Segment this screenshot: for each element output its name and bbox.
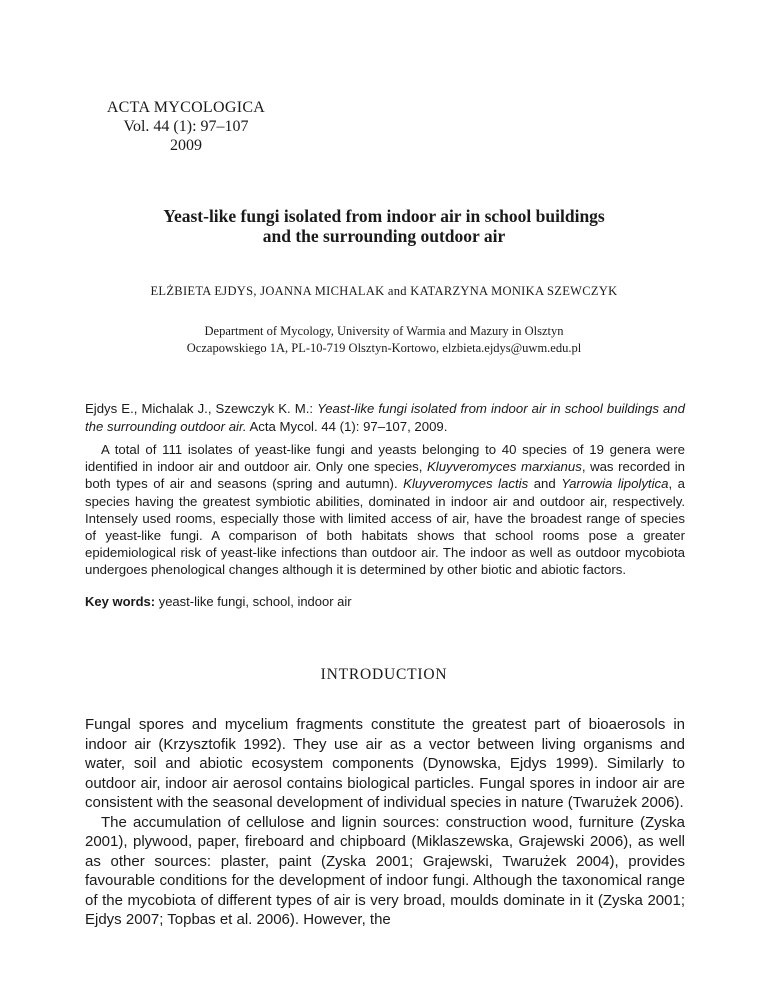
abstract-text-1: A total of 111 isolates of yeast-like fungi and yeasts belonging to 40 species of 19 genera were identified in indoor air and outdoor air. Only one species, <box>85 442 685 475</box>
journal-header <box>86 98 286 155</box>
citation-source: Acta Mycol. 44 (1): 97–107, 2009. <box>249 419 448 434</box>
citation-authors: Ejdys E., Michalak J., Szewczyk K. M.: <box>85 401 314 416</box>
journal-name: ACTA MYCOLOGICA <box>106 99 266 116</box>
abstract-species-1: Kluyveromyces marxianus <box>427 459 582 475</box>
abstract-species-2: Kluyveromyces lactis <box>403 476 529 492</box>
body-paragraph-1: Fungal spores and mycelium fragments constitute the greatest part of bioaerosols in indoor air (Krzysztofik 1992). They use air as a vector between living organisms and water, soil and abiotic ecosystem components (Dynowska, Ejdys 1999). Similarly to outdoor air, indoor air aerosol contains biological particles. Fungal spores in indoor air are consistent with the seasonal development of individual species in nature (Twarużek 2006). <box>85 716 685 811</box>
affiliation <box>80 323 688 357</box>
title-line-1: Yeast-like fungi isolated from indoor air in school buildings <box>163 206 605 226</box>
body-paragraph-2: The accumulation of cellulose and lignin sources: construction wood, furniture (Zyska 2001), plywood, paper, fireboard and chipboard (Miklaszewska, Grajewski 2006), as well as other sources: plaster, paint (Zyska 2001; Grajewski, Twarużek 2004), provides favourable conditions for the development of indoor fungi. Although the taxonomical range of the mycobiota of different types of air is very broad, moulds dominate in it (Zyska 2001; Ejdys 2007; Topbas et al. 2006). However, the <box>85 813 685 928</box>
keywords-value: yeast-like fungi, school, indoor air <box>158 594 352 609</box>
abstract-text-2: , was recorded in both types of air and seasons (spring and autumn). <box>85 459 685 492</box>
article-authors: ELŻBIETA EJDYS, JOANNA MICHALAK and KATARZYNA MONIKA SZEWCZYK <box>150 284 618 298</box>
abstract-text-4: , a species having the greatest symbiotic abilities, dominated in indoor air and outdoor air, respectively. Intensely used rooms, especially those with limited access of air, have the broadest range of species of yeast-like fungi. A comparison of both habitats shows that school rooms pose a greater epidemiological risk of yeast-like infections than outdoor air. The indoor as well as outdoor mycobiota undergoes phenological changes although it is determined by other biotic and abiotic factors. <box>85 476 685 578</box>
citation <box>85 400 685 436</box>
section-heading: INTRODUCTION <box>320 666 448 683</box>
body-text <box>85 715 685 930</box>
keywords <box>85 594 685 609</box>
abstract-species-3: Yarrowia lipolytica <box>561 476 669 492</box>
journal-volume: Vol. 44 (1): 97–107 <box>123 118 249 135</box>
abstract-text-3: and <box>533 476 556 492</box>
citation-title: Yeast-like fungi isolated from indoor air in school buildings and the surrounding outdoor air. <box>85 401 685 434</box>
abstract <box>85 441 685 579</box>
affiliation-line-1: Department of Mycology, University of Warmia and Mazury in Olsztyn <box>204 324 564 338</box>
journal-year: 2009 <box>170 137 202 154</box>
title-line-2: and the surrounding outdoor air <box>262 226 506 246</box>
affiliation-line-2: Oczapowskiego 1A, PL-10-719 Olsztyn-Kortowo, elzbieta.ejdys@uwm.edu.pl <box>186 341 582 355</box>
keywords-label: Key words: <box>85 594 156 609</box>
article-title <box>90 206 678 246</box>
